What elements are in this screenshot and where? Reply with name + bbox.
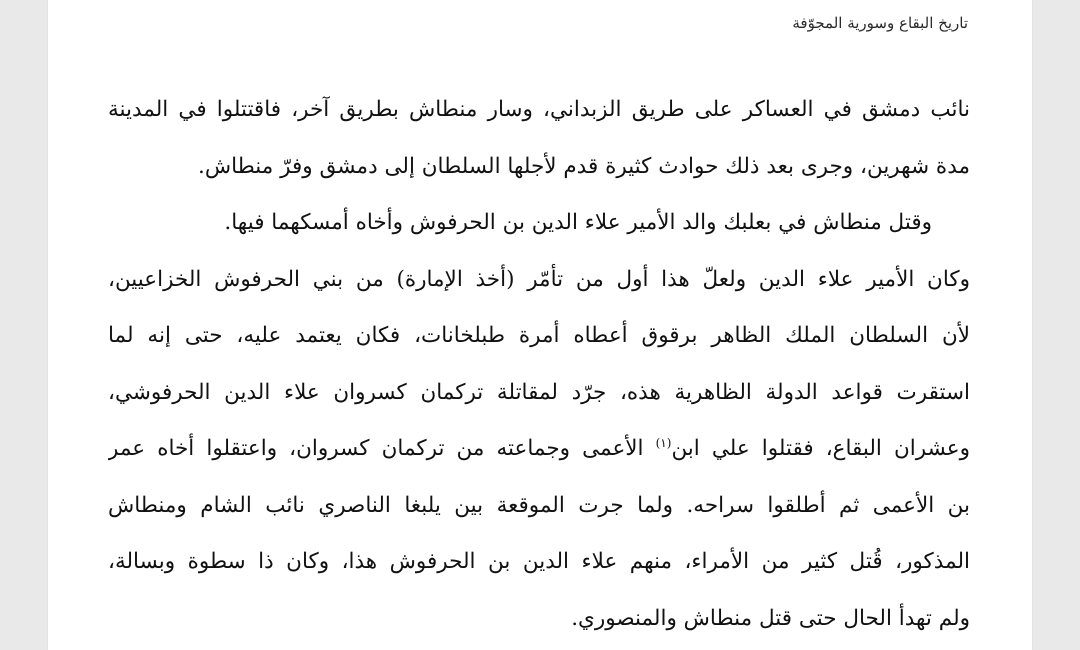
text-segment: وعشران البقاع، فقتلوا علي ابن xyxy=(671,436,970,461)
text-segment: الأعمى وجماعته من تركمان كسروان، واعتقلوا أخاه عمر xyxy=(108,436,644,461)
text-line: لأن السلطان الملك الظاهر برقوق أعطاه أمرة طبلخانات، فكان يعتمد عليه، حتى إنه لما xyxy=(108,323,970,348)
text-line: استقرت قواعد الدولة الظاهرية هذه، جرّد لمقاتلة تركمان كسروان علاء الدين الحرفوشي، xyxy=(108,379,970,405)
text-line: بن الأعمى ثم أطلقوا سراحه. ولما جرت الموقعة بين يلبغا الناصري نائب الشام ومنطاش xyxy=(108,492,970,518)
document-page xyxy=(48,0,1032,650)
text-line: المذكور، قُتل كثير من الأمراء، منهم علاء الدين بن الحرفوش هذا، وكان ذا سطوة وبسالة، xyxy=(108,549,970,574)
running-header: تاريخ البقاع وسورية المجوّفة xyxy=(792,14,968,32)
footnote-marker[interactable]: (١) xyxy=(655,435,672,450)
text-line: وقتل منطاش في بعلبك والد الأمير علاء الدين بن الحرفوش وأخاه أمسكهما فيها. xyxy=(224,210,932,235)
text-line: مدة شهرين، وجرى بعد ذلك حوادث كثيرة قدم لأجلها السلطان إلى دمشق وفرّ منطاش. xyxy=(197,153,970,179)
text-line: نائب دمشق في العساكر على طريق الزبداني، وسار منطاش بطريق آخر، فاقتتلوا في المدينة xyxy=(108,97,970,122)
text-line xyxy=(108,421,970,478)
text-line: ولم تهدأ الحال حتى قتل منطاش والمنصوري. xyxy=(571,605,970,631)
body-text xyxy=(108,82,970,647)
text-line: وكان الأمير علاء الدين ولعلّ هذا أول من تأمّر (أخذ الإمارة) من بني الحرفوش الخزاعيين، xyxy=(108,266,970,292)
